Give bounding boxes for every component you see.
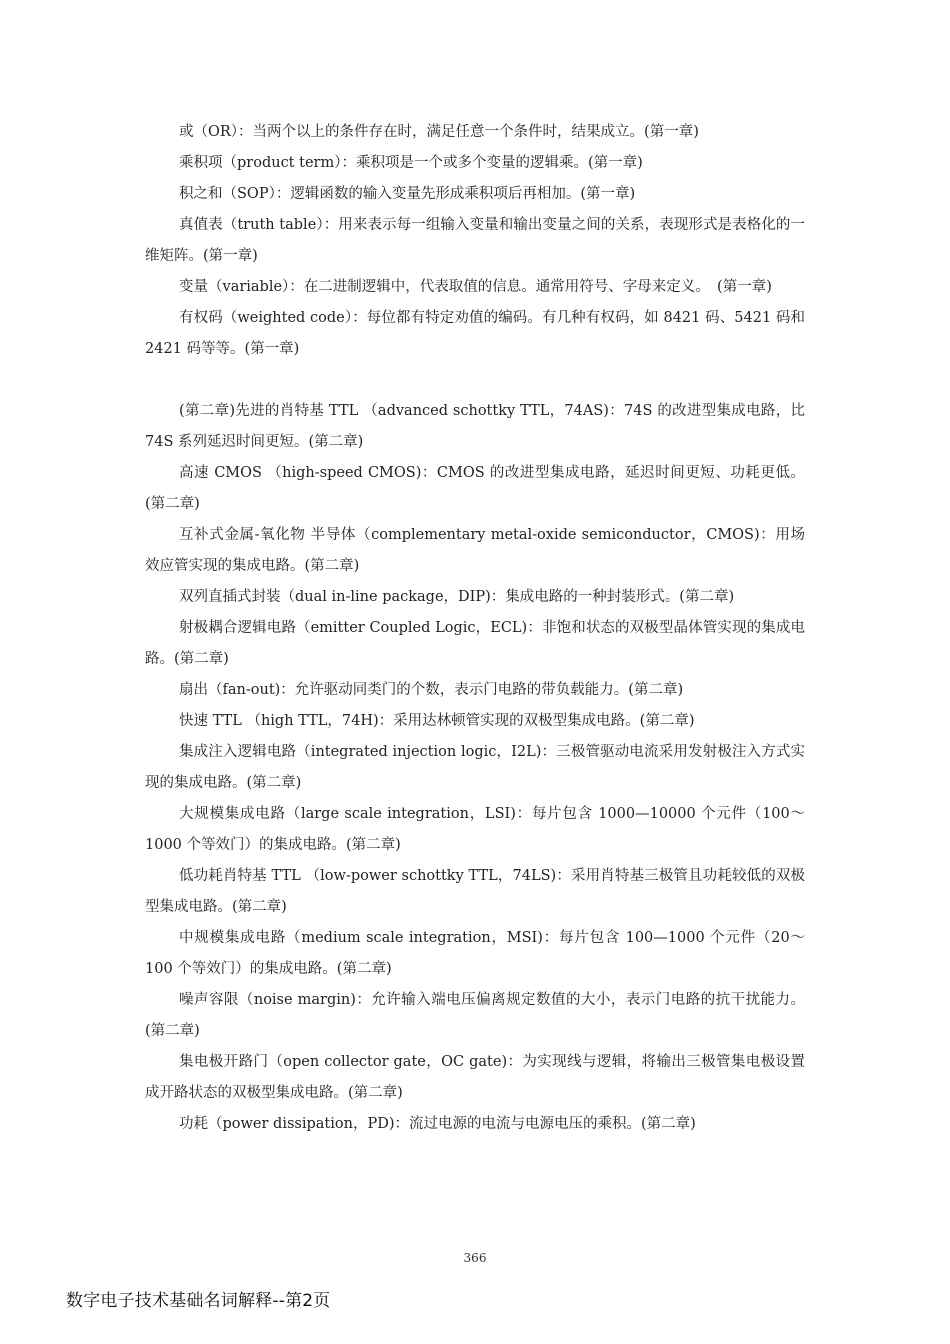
glossary-body — [145, 117, 805, 1140]
glossary-entry-cmos: 互补式金属-氧化物 半导体（complementary metal-oxide semiconductor，CMOS)：用场效应管实现的集成电路。(第二章) — [145, 527, 805, 574]
glossary-entry-product-term: 乘积项（product term）：乘积项是一个或多个变量的逻辑乘。(第一章) — [179, 155, 643, 171]
glossary-entry-weighted-code: 有权码（weighted code）：每位都有特定劝值的编码。有几种有权码，如 8421 码、5421 码和 2421 码等等。(第一章) — [145, 310, 805, 357]
glossary-entry-or: 或（OR）：当两个以上的条件存在时，满足任意一个条件时，结果成立。(第一章) — [179, 124, 699, 140]
glossary-entry-74h: 快速 TTL （high TTL，74H)：采用达林顿管实现的双极型集成电路。(第二章) — [179, 713, 695, 729]
glossary-entry-truth-table: 真值表（truth table）：用来表示每一组输入变量和输出变量之间的关系，表现形式是表格化的一维矩阵。(第一章) — [145, 217, 805, 264]
glossary-entry-dip: 双列直插式封装（dual in-line package，DIP)：集成电路的一种封装形式。(第二章) — [179, 589, 735, 605]
page-number: 366 — [463, 1251, 487, 1265]
glossary-entry-high-speed-cmos: 高速 CMOS （high-speed CMOS)：CMOS 的改进型集成电路，延迟时间更短、功耗更低。(第二章) — [145, 465, 805, 512]
glossary-entry-lsi: 大规模集成电路（large scale integration，LSI)：每片包含 1000—10000 个元件（100～1000 个等效门）的集成电路。(第二章) — [145, 806, 805, 853]
glossary-entry-variable: 变量（variable）：在二进制逻辑中，代表取值的信息。通常用符号、字母来定义。 (第一章) — [179, 279, 772, 295]
glossary-entry-power-dissipation: 功耗（power dissipation，PD)：流过电源的电流与电源电压的乘积。(第二章) — [179, 1116, 696, 1132]
glossary-entry-i2l: 集成注入逻辑电路（integrated injection logic，I2L)：三极管驱动电流采用发射极注入方式实现的集成电路。(第二章) — [145, 744, 805, 791]
document-footer-title: 数字电子技术基础名词解释--第2页 — [66, 1291, 331, 1311]
glossary-entry-sop: 积之和（SOP）：逻辑函数的输入变量先形成乘积项后再相加。(第一章) — [179, 186, 636, 202]
glossary-entry-fan-out: 扇出（fan-out)：允许驱动同类门的个数，表示门电路的带负载能力。(第二章) — [179, 682, 684, 698]
glossary-entry-74as: (第二章)先进的肖特基 TTL （advanced schottky TTL，74AS)：74S 的改进型集成电路，比 74S 系列延迟时间更短。(第二章) — [145, 403, 805, 450]
glossary-entry-noise-margin: 噪声容限（noise margin)：允许输入端电压偏离规定数值的大小，表示门电路的抗干扰能力。(第二章) — [145, 992, 805, 1039]
glossary-entry-oc-gate: 集电极开路门（open collector gate，OC gate)：为实现线与逻辑，将输出三极管集电极设置成开路状态的双极型集成电路。(第二章) — [145, 1054, 805, 1101]
glossary-entry-74ls: 低功耗肖特基 TTL （low-power schottky TTL，74LS)：采用肖特基三极管且功耗较低的双极型集成电路。(第二章) — [145, 868, 805, 915]
glossary-entry-msi: 中规模集成电路（medium scale integration，MSI)：每片包含 100—1000 个元件（20～100 个等效门）的集成电路。(第二章) — [145, 930, 805, 977]
glossary-entry-ecl: 射极耦合逻辑电路（emitter Coupled Logic，ECL)：非饱和状态的双极型晶体管实现的集成电路。(第二章) — [145, 620, 805, 667]
section-gap — [145, 365, 805, 396]
